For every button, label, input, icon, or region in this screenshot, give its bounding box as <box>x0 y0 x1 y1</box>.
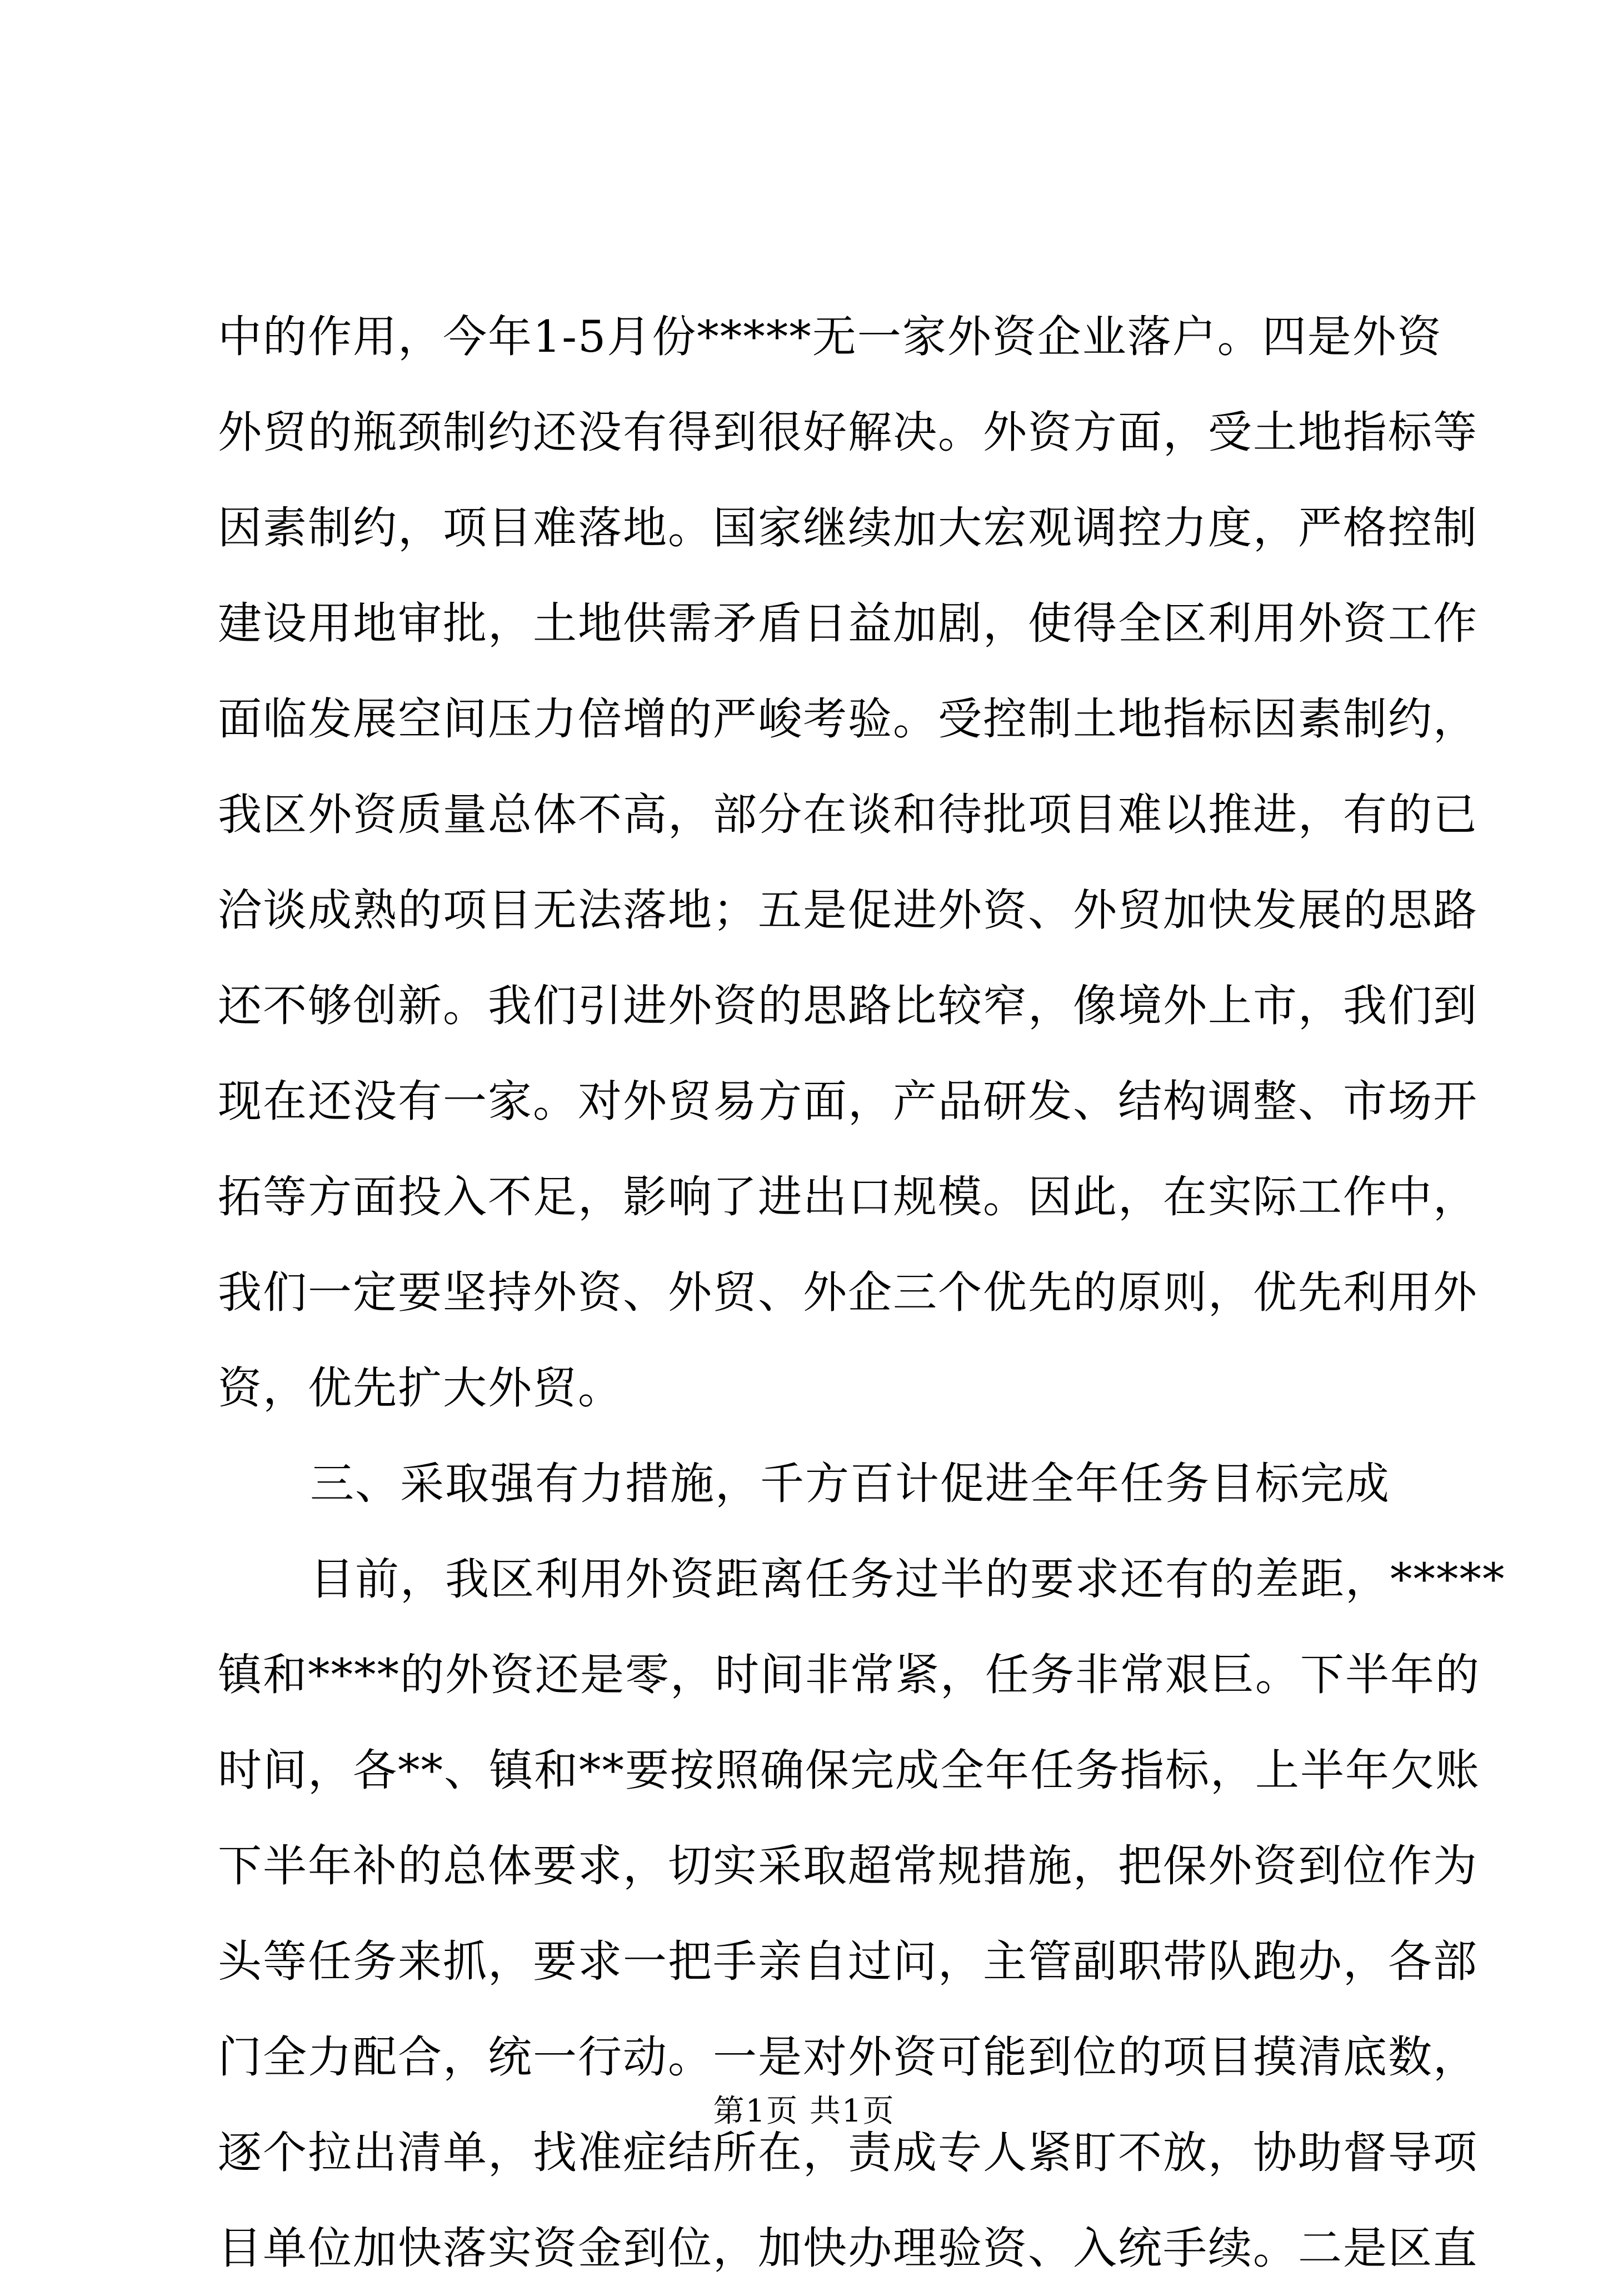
text-line-7: 洽谈成熟的项目无法落地；五是促进外资、外贸加快发展的思路 <box>218 885 1478 936</box>
text-line-20: 逐个拉出清单，找准症结所在，责成专人紧盯不放，协助督导项 <box>218 2127 1478 2178</box>
text-line-17: 下半年补的总体要求，切实采取超常规措施，把保外资到位作为 <box>218 1840 1478 1891</box>
text-line-3: 因素制约，项目难落地。国家继续加大宏观调控力度，严格控制 <box>218 502 1478 553</box>
section-heading: 三、采取强有力措施，千方百计促进全年任务目标完成 <box>310 1458 1390 1509</box>
text-line-4: 建设用地审批，土地供需矛盾日益加剧，使得全区利用外资工作 <box>218 598 1478 649</box>
text-line-6: 我区外资质量总体不高，部分在谈和待批项目难以推进，有的已 <box>218 789 1478 840</box>
text-line-8: 还不够创新。我们引进外资的思路比较窄，像境外上市，我们到 <box>218 980 1478 1031</box>
text-line-11: 我们一定要坚持外资、外贸、外企三个优先的原则，优先利用外 <box>218 1267 1478 1318</box>
text-line-14: 目前，我区利用外资距离任务过半的要求还有的差距，***** <box>310 1554 1506 1605</box>
text-line-18: 头等任务来抓，要求一把手亲自过问，主管副职带队跑办，各部 <box>218 1936 1478 1987</box>
body-text <box>218 289 1506 2296</box>
text-line-15: 镇和****的外资还是零，时间非常紧，任务非常艰巨。下半年的 <box>218 1649 1480 1700</box>
text-line-12: 资，优先扩大外贸。 <box>218 1362 623 1414</box>
text-line-9: 现在还没有一家。对外贸易方面，产品研发、结构调整、市场开 <box>218 1076 1478 1127</box>
text-line-16: 时间，各**、镇和**要按照确保完成全年任务指标，上半年欠账 <box>218 1745 1480 1796</box>
page-footer <box>0 2087 1608 2131</box>
text-line-21: 目单位加快落实资金到位，加快办理验资、入统手续。二是区直 <box>218 2223 1478 2274</box>
text-line-2: 外贸的瓶颈制约还没有得到很好解决。外资方面，受土地指标等 <box>218 407 1478 458</box>
text-line-5: 面临发展空间压力倍增的严峻考验。受控制土地指标因素制约， <box>218 693 1478 745</box>
text-line-1: 中的作用，今年1-5月份*****无一家外资企业落户。四是外资 <box>218 311 1442 362</box>
page-number-label: 第1页 共1页 <box>713 2093 895 2129</box>
text-line-19: 门全力配合，统一行动。一是对外资可能到位的项目摸清底数， <box>218 2032 1478 2083</box>
text-line-10: 拓等方面投入不足，影响了进出口规模。因此，在实际工作中， <box>218 1171 1478 1222</box>
